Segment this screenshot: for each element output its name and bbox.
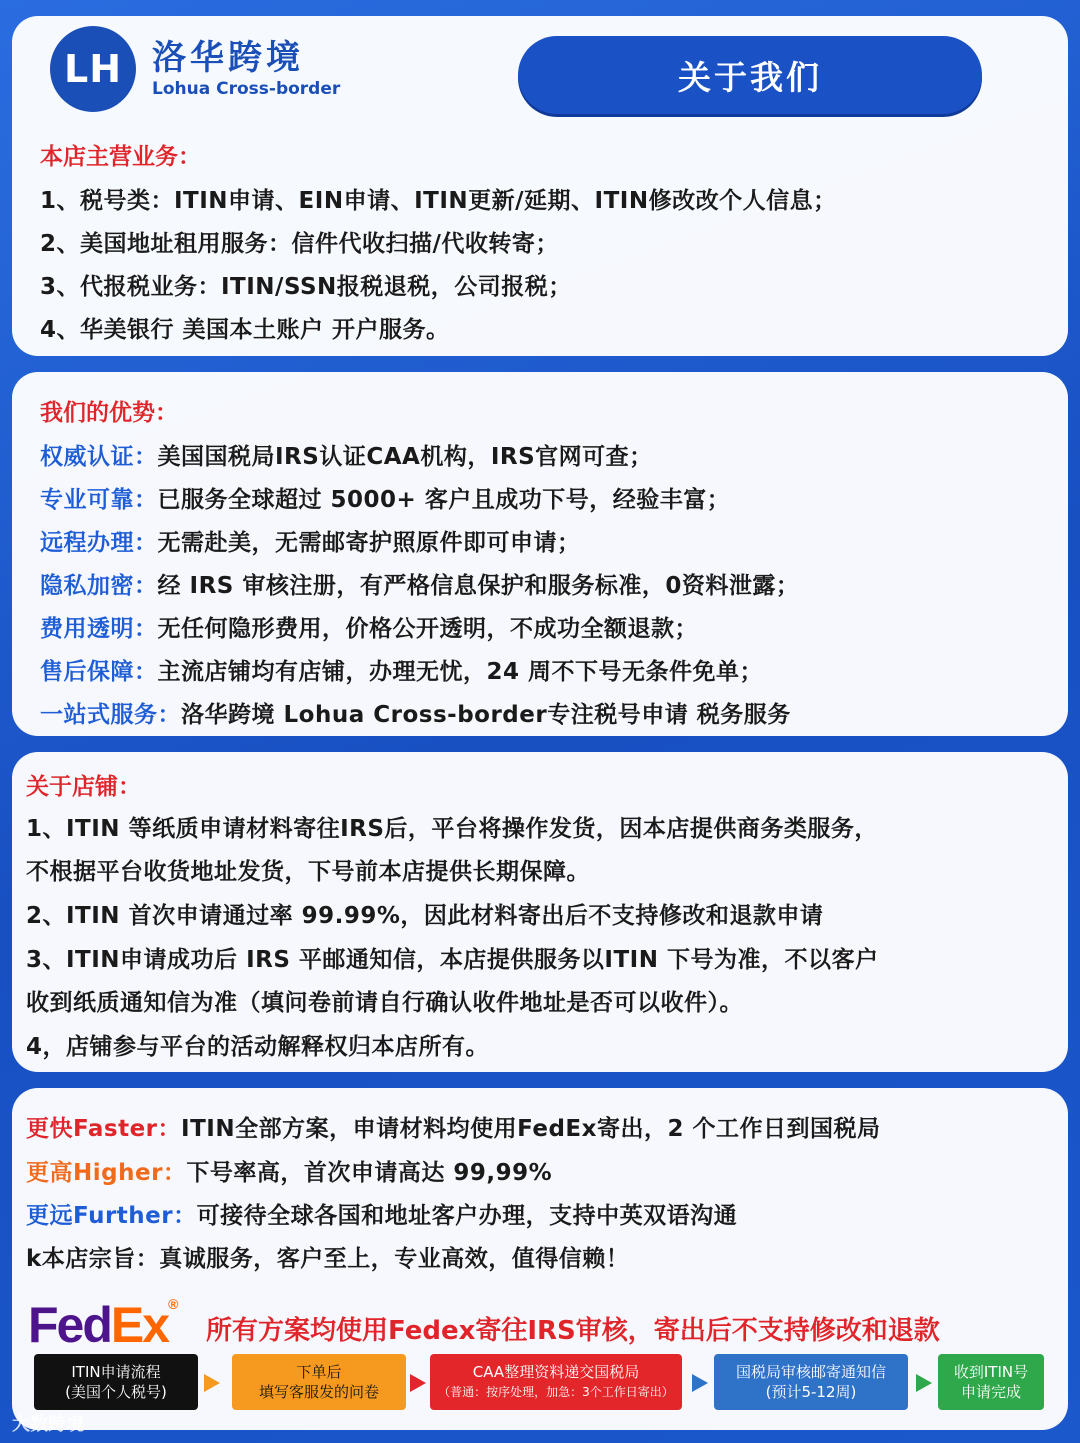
advantage-label: 隐私加密：	[40, 573, 158, 599]
promise-item	[26, 1110, 880, 1143]
promise-text: 真诚服务，客户至上，专业高效，值得信赖！	[159, 1246, 630, 1272]
promise-item	[26, 1240, 629, 1273]
store-line: 2、ITIN 首次申请通过率 99.99%，因此材料寄出后不支持修改和退款申请	[26, 903, 824, 929]
flow-arrow-icon	[204, 1374, 220, 1392]
brand-name-en: Lohua Cross-border	[152, 79, 341, 99]
store-line: 4，店铺参与平台的活动解释权归本店所有。	[26, 1034, 490, 1060]
flow-arrow-icon	[916, 1374, 932, 1392]
advantage-text: 无需赴美，无需邮寄护照原件即可申请；	[157, 530, 581, 556]
advantage-text: 经 IRS 审核注册，有严格信息保护和服务标准，0资料泄露；	[157, 573, 800, 599]
fedex-logo: FedEx®	[28, 1296, 177, 1353]
store-line: 不根据平台收货地址发货，下号前本店提供长期保障。	[26, 859, 590, 885]
advantage-item	[40, 653, 763, 686]
fedex-note: 所有方案均使用Fedex寄往IRS审核，寄出后不支持修改和退款	[206, 1316, 940, 1346]
promise-label: 更高Higher：	[26, 1160, 187, 1186]
advantage-item	[40, 481, 730, 514]
logo-mark: LH	[50, 26, 136, 112]
promises-card	[12, 1088, 1068, 1430]
store-line: 1、ITIN 等纸质申请材料寄往IRS后，平台将操作发货，因本店提供商务类服务，	[26, 816, 878, 842]
flow-step-4: 国税局审核邮寄通知信 (预计5-12周)	[714, 1354, 908, 1410]
flow-step-2: 下单后 填写客服发的问卷	[232, 1354, 406, 1410]
advantage-item	[40, 438, 653, 471]
advantages-heading: 我们的优势：	[40, 400, 178, 426]
promise-text: 可接待全球各国和地址客户办理，支持中英双语沟通	[196, 1203, 738, 1229]
flow-arrow-icon	[692, 1374, 708, 1392]
brand-logo	[50, 26, 340, 112]
store-line: 3、ITIN申请成功后 IRS 平邮通知信，本店提供服务以ITIN 下号为准，不以客户	[26, 947, 879, 973]
flow-step-3: CAA整理资料递交国税局 （普通：按序处理，加急：3个工作日寄出）	[430, 1354, 682, 1410]
about-store-card	[12, 752, 1068, 1072]
advantage-label: 一站式服务：	[40, 702, 181, 728]
promise-item	[26, 1154, 552, 1187]
about-store-heading: 关于店铺：	[26, 774, 141, 800]
advantage-label: 专业可靠：	[40, 487, 158, 513]
advantage-text: 主流店铺均有店铺，办理无忧，24 周不下号无条件免单；	[157, 659, 764, 685]
watermark: 大数跨境	[12, 1414, 84, 1435]
advantage-item	[40, 610, 698, 643]
promise-label: 更远Further：	[26, 1203, 197, 1229]
about-us-button[interactable]: 关于我们	[518, 36, 982, 114]
promise-item	[26, 1197, 737, 1230]
advantage-label: 费用透明：	[40, 616, 158, 642]
advantage-item	[40, 524, 581, 557]
brand-name-cn: 洛华跨境	[152, 38, 304, 78]
advantages-card	[12, 372, 1068, 736]
business-item: 4、华美银行 美国本土账户 开户服务。	[40, 317, 450, 343]
promise-text: ITIN全部方案，申请材料均使用FedEx寄出，2 个工作日到国税局	[181, 1116, 881, 1142]
advantage-text: 美国国税局IRS认证CAA机构，IRS官网可查；	[157, 444, 653, 470]
advantage-text: 洛华跨境 Lohua Cross-border专注税号申请 税务服务	[181, 702, 791, 728]
business-item: 1、税号类：ITIN申请、EIN申请、ITIN更新/延期、ITIN修改改个人信息；	[40, 188, 837, 214]
advantage-text: 已服务全球超过 5000+ 客户且成功下号，经验丰富；	[157, 487, 731, 513]
business-item: 3、代报税业务：ITIN/SSN报税退税，公司报税；	[40, 274, 572, 300]
business-item: 2、美国地址租用服务：信件代收扫描/代收转寄；	[40, 231, 559, 257]
main-business-card	[12, 16, 1068, 356]
advantage-label: 远程办理：	[40, 530, 158, 556]
promise-label: k本店宗旨：	[26, 1246, 160, 1272]
advantage-text: 无任何隐形费用，价格公开透明，不成功全额退款；	[157, 616, 698, 642]
promise-label: 更快Faster：	[26, 1116, 182, 1142]
advantage-item	[40, 567, 799, 600]
promise-text: 下号率高，首次申请高达 99,99%	[186, 1160, 553, 1186]
advantage-label: 售后保障：	[40, 659, 158, 685]
main-business-heading: 本店主营业务：	[40, 144, 201, 170]
flow-step-5: 收到ITIN号 申请完成	[938, 1354, 1044, 1410]
advantage-item	[40, 696, 791, 729]
flow-arrow-icon	[410, 1374, 426, 1392]
store-line: 收到纸质通知信为准（填问卷前请自行确认收件地址是否可以收件）。	[26, 990, 743, 1016]
flow-step-1: ITIN申请流程 (美国个人税号)	[34, 1354, 198, 1410]
advantage-label: 权威认证：	[40, 444, 158, 470]
